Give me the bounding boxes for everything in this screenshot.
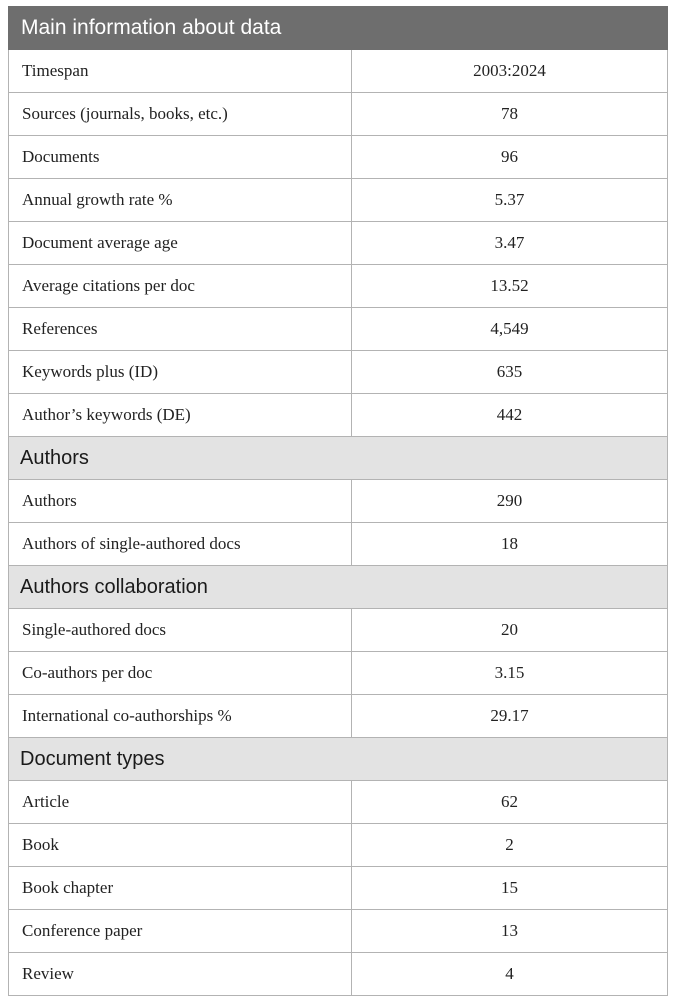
row-label: Authors of single-authored docs: [9, 523, 352, 566]
table-row: [9, 609, 668, 652]
section-header-document-types: [9, 738, 668, 781]
row-value: 635: [352, 351, 668, 394]
row-label: Authors: [9, 480, 352, 523]
section-header-authors-collaboration: [9, 566, 668, 609]
row-label: Book: [9, 824, 352, 867]
section-title: Authors: [9, 437, 668, 480]
table-row: [9, 93, 668, 136]
row-label: References: [9, 308, 352, 351]
row-value: 3.15: [352, 652, 668, 695]
table-title: Main information about data: [9, 7, 668, 50]
row-label: Single-authored docs: [9, 609, 352, 652]
row-label: Annual growth rate %: [9, 179, 352, 222]
table-row: [9, 781, 668, 824]
row-value: 2003:2024: [352, 50, 668, 93]
row-value: 5.37: [352, 179, 668, 222]
row-value: 20: [352, 609, 668, 652]
row-label: International co-authorships %: [9, 695, 352, 738]
row-label: Review: [9, 953, 352, 996]
row-value: 13.52: [352, 265, 668, 308]
row-value: 62: [352, 781, 668, 824]
table-row: [9, 480, 668, 523]
row-label: Co-authors per doc: [9, 652, 352, 695]
table-row: [9, 523, 668, 566]
row-label: Document average age: [9, 222, 352, 265]
row-value: 4,549: [352, 308, 668, 351]
table-row: [9, 394, 668, 437]
section-title: Document types: [9, 738, 668, 781]
table-row: [9, 824, 668, 867]
row-label: Sources (journals, books, etc.): [9, 93, 352, 136]
row-label: Average citations per doc: [9, 265, 352, 308]
row-value: 4: [352, 953, 668, 996]
row-value: 18: [352, 523, 668, 566]
table-row: [9, 652, 668, 695]
table-row: [9, 308, 668, 351]
row-value: 29.17: [352, 695, 668, 738]
table-row: [9, 351, 668, 394]
row-label: Author’s keywords (DE): [9, 394, 352, 437]
row-value: 3.47: [352, 222, 668, 265]
data-table-container: [8, 6, 667, 996]
row-value: 2: [352, 824, 668, 867]
row-label: Documents: [9, 136, 352, 179]
table-row: [9, 222, 668, 265]
row-value: 13: [352, 910, 668, 953]
row-value: 15: [352, 867, 668, 910]
row-label: Keywords plus (ID): [9, 351, 352, 394]
row-value: 290: [352, 480, 668, 523]
table-row: [9, 50, 668, 93]
table-row: [9, 695, 668, 738]
table-title-row: [9, 7, 668, 50]
main-information-table: [8, 6, 668, 996]
table-row: [9, 179, 668, 222]
row-value: 78: [352, 93, 668, 136]
row-value: 96: [352, 136, 668, 179]
section-title: Authors collaboration: [9, 566, 668, 609]
row-label: Conference paper: [9, 910, 352, 953]
row-label: Article: [9, 781, 352, 824]
row-label: Timespan: [9, 50, 352, 93]
table-row: [9, 953, 668, 996]
table-row: [9, 136, 668, 179]
table-row: [9, 910, 668, 953]
table-row: [9, 867, 668, 910]
row-label: Book chapter: [9, 867, 352, 910]
row-value: 442: [352, 394, 668, 437]
table-row: [9, 265, 668, 308]
section-header-authors: [9, 437, 668, 480]
